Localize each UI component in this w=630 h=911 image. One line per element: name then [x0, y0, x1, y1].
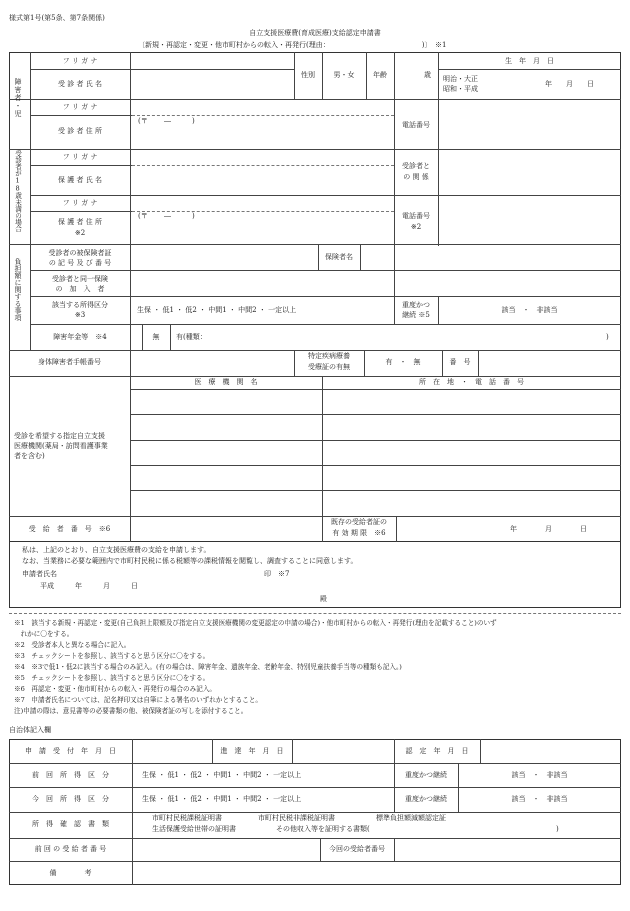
note-3: ※3 チェックシートを参照し、該当すると思う区分に〇をする。 [14, 652, 210, 660]
form-number: 様式第1号(第5条、第7条関係) [9, 14, 105, 22]
note-6: ※6 再認定・変更・他市町村からの転入・再発行の場合のみ記入。 [14, 685, 217, 693]
age-field[interactable] [396, 56, 422, 96]
institution-name-header: 医 療 機 関 名 [194, 378, 258, 386]
insurance-label-1: 受診者の被保険者証 [48, 249, 112, 257]
note-2: ※2 受診者本人と異なる場合に記入。 [14, 641, 131, 649]
furigana-label: フ リ ガ ナ [62, 57, 98, 65]
forwarded-date-label: 進 達 年 月 日 [220, 747, 284, 755]
severe-continuous-selector[interactable]: 該当 ・ 非該当 [501, 306, 558, 314]
guardian-phone-field[interactable] [440, 197, 620, 243]
disease-cert-selector[interactable]: 有 ・ 無 [385, 358, 421, 366]
current-recipient-field[interactable] [396, 840, 620, 860]
pension-yes-option[interactable]: 有(種類： [176, 333, 207, 341]
received-date-field[interactable] [134, 741, 210, 762]
guardian-name-label: 保 護 者 氏 名 [58, 176, 102, 184]
pension-none-option[interactable]: 無 [152, 333, 160, 341]
office-use-heading: 自治体記入欄 [9, 726, 51, 734]
applicant-name-label: 申請者氏名 [22, 570, 57, 578]
note-4: ※4 ※3で低1・低2に該当する場合のみ記入。(有の場合は、障害年金、遺族年金、老齢年金、特別児童扶養手当等の種類も記入。) [14, 663, 402, 671]
same-insured-label-1: 受診者と同一保険 [52, 275, 108, 283]
previous-severe-label: 重度かつ継続 [405, 771, 447, 779]
insurance-label-2: の 記 号 及 び 番 号 [48, 259, 112, 267]
disease-cert-label-1: 特定疾病療養 [308, 352, 350, 360]
note-1: ※1 該当する新規・再認定・変更(自己負担上限額及び指定自立支援医療機関の変更認定の申請の場合)・他市町村からの転入・再発行(理由を記載すること)のいず [14, 619, 497, 627]
patient-postal-code[interactable]: (〒 ― ) [138, 117, 195, 125]
existing-expiry-label-1: 既存の受給者証の [331, 518, 387, 526]
declaration-line-2: なお、当業務に必要な範囲内で市町村民税に係る税額等の課税情報を閲覧し、調査することに同意します。 [22, 557, 358, 565]
guardian-section-label: 受診者が18歳未満の場合 [13, 150, 22, 232]
relation-label-1: 受診者と [402, 162, 430, 170]
income-category-label: 該当する所得区分 [52, 301, 108, 309]
previous-recipient-label: 前 回 の 受 給 者 番 号 [34, 845, 107, 853]
received-date-label: 申 請 受 付 年 月 日 [25, 747, 116, 755]
insurance-number-field[interactable] [132, 246, 316, 269]
birth-date-label: 生 年 月 日 [505, 57, 554, 65]
location-header: 所 在 地 ・ 電 話 番 号 [419, 378, 524, 386]
sex-selector[interactable]: 男・女 [333, 71, 355, 79]
doc-nontax-certificate[interactable]: 市町村民税非課税証明書 [258, 814, 335, 822]
note-7: ※7 申請者氏名については、記名押印又は自筆による署名のいずれかとすること。 [14, 696, 263, 704]
guardian-name-field[interactable] [132, 167, 392, 194]
remarks-label: 備 考 [49, 869, 92, 877]
forwarded-date-field[interactable] [294, 741, 392, 762]
existing-expiry-label-2: 有 効 期 限 ※6 [332, 529, 386, 537]
note-attachment: 注)申請の際は、意見書等の必要書類の他、被保険者証の写しを添付すること。 [14, 707, 248, 715]
era-options-1[interactable]: 明治・大正 [443, 75, 478, 83]
same-insured-label-2: の 加 入 者 [55, 285, 105, 293]
doc-welfare-certificate[interactable]: 生活保護受給世帯の証明書 [152, 825, 236, 833]
burden-section-label: 負担額に関する事項 [14, 258, 22, 321]
seal-label: 印 ※7 [264, 570, 290, 578]
age-label: 年齢 [373, 71, 387, 79]
current-income-label: 今 回 所 得 区 分 [32, 795, 109, 803]
patient-phone-label: 電話番号 [402, 121, 430, 129]
same-insured-field[interactable] [132, 272, 620, 295]
application-type-options: 〔新規・再認定・変更・他市町村からの転入・再発行(理由： [138, 41, 330, 49]
relation-label-2: の 関 係 [403, 173, 429, 181]
remarks-field[interactable] [134, 863, 620, 884]
approved-date-field[interactable] [482, 741, 620, 762]
patient-name-field[interactable] [132, 71, 292, 98]
note-1-cont: れかに〇をする。 [14, 630, 74, 638]
existing-expiry-field[interactable]: 年 月 日 [510, 525, 587, 533]
location-field[interactable] [324, 391, 620, 514]
previous-severe-selector[interactable]: 該当 ・ 非該当 [511, 771, 568, 779]
recipient-number-label: 受 給 者 番 号 ※6 [28, 525, 111, 533]
guardian-address-label: 保 護 者 住 所 [58, 218, 102, 226]
patient-phone-field[interactable] [440, 101, 620, 148]
application-date-field[interactable]: 平成 年 月 日 [40, 582, 138, 590]
approved-date-label: 認 定 年 月 日 [405, 747, 469, 755]
relation-field[interactable] [440, 151, 620, 194]
severe-continuous-label-2: 継続 ※5 [402, 311, 430, 319]
handbook-label: 身体障害者手帳番号 [38, 358, 101, 366]
furigana-label: フ リ ガ ナ [62, 153, 98, 161]
application-type-selector[interactable] [138, 42, 446, 49]
income-category-note: ※3 [74, 311, 86, 319]
disease-cert-label-2: 受療証の有無 [308, 363, 350, 371]
institution-name-field[interactable] [132, 391, 320, 514]
handbook-number-field[interactable] [132, 352, 292, 375]
guardian-address-note: ※2 [74, 229, 86, 237]
doc-other-income[interactable]: その他収入等を証明する書類( [276, 825, 370, 833]
patient-furigana-field[interactable] [132, 54, 292, 68]
patient-section-label: 障害者・児 [14, 78, 22, 118]
form-title: 自立支援医療費(育成医療)支給認定申請書 [249, 29, 381, 37]
birth-date-field[interactable]: 年 月 日 [545, 80, 594, 88]
furigana-label: フ リ ガ ナ [62, 103, 98, 111]
current-income-options[interactable]: 生保 ・ 低1 ・ 低2 ・ 中間1 ・ 中間2 ・ 一定以上 [142, 795, 302, 803]
addressee-label: 殿 [320, 595, 327, 603]
declaration-line-1: 私は、上記のとおり、自立支援医療費の支給を申請します。 [22, 546, 211, 554]
current-recipient-label: 今回の受給者番号 [329, 845, 385, 853]
insurer-label: 保険者名 [325, 253, 353, 261]
designated-label-1: 受診を希望する指定自立支援 [14, 432, 105, 440]
sex-label: 性別 [301, 71, 315, 79]
designated-label-3: 者を含む) [14, 452, 45, 460]
guardian-postal-code[interactable]: (〒 ― ) [138, 212, 195, 220]
note-5: ※5 チェックシートを参照し、該当すると思う区分に〇をする。 [14, 674, 210, 682]
guardian-phone-note: ※2 [410, 223, 422, 231]
age-unit: 歳 [424, 71, 431, 79]
patient-address-field[interactable] [132, 128, 392, 148]
pension-label: 障害年金等 ※4 [53, 333, 107, 341]
disease-number-label: 番 号 [449, 358, 471, 366]
pension-type-close: ) [606, 333, 609, 341]
applicant-name-field[interactable] [72, 568, 262, 580]
income-category-options[interactable]: 生保 ・ 低1 ・ 低2 ・ 中間1 ・ 中間2 ・ 一定以上 [137, 306, 297, 314]
disease-number-field[interactable] [480, 352, 620, 375]
previous-recipient-field[interactable] [134, 840, 318, 860]
previous-income-options[interactable]: 生保 ・ 低1 ・ 低2 ・ 中間1 ・ 中間2 ・ 一定以上 [142, 771, 302, 779]
patient-name-label: 受 診 者 氏 名 [58, 80, 102, 88]
furigana-label: フ リ ガ ナ [62, 199, 98, 207]
patient-address-label: 受 診 者 住 所 [58, 127, 102, 135]
doc-tax-certificate[interactable]: 市町村民税課税証明書 [152, 814, 222, 822]
severe-continuous-label-1: 重度かつ [402, 301, 430, 309]
doc-reduction-certificate[interactable]: 標準負担額減額認定証 [376, 814, 446, 822]
guardian-phone-label: 電話番号 [402, 212, 430, 220]
recipient-number-field[interactable] [132, 518, 320, 541]
era-options-2[interactable]: 昭和・平成 [443, 85, 478, 93]
current-severe-selector[interactable]: 該当 ・ 非該当 [511, 795, 568, 803]
doc-other-close: ) [556, 825, 559, 833]
application-type-note: )〕 ※1 [421, 41, 447, 49]
income-docs-label: 所 得 確 認 書 類 [32, 820, 109, 828]
current-severe-label: 重度かつ継続 [405, 795, 447, 803]
designated-label-2: 医療機関(薬局・訪問看護事業 [14, 442, 108, 450]
previous-income-label: 前 回 所 得 区 分 [32, 771, 109, 779]
insurer-field[interactable] [362, 246, 620, 269]
